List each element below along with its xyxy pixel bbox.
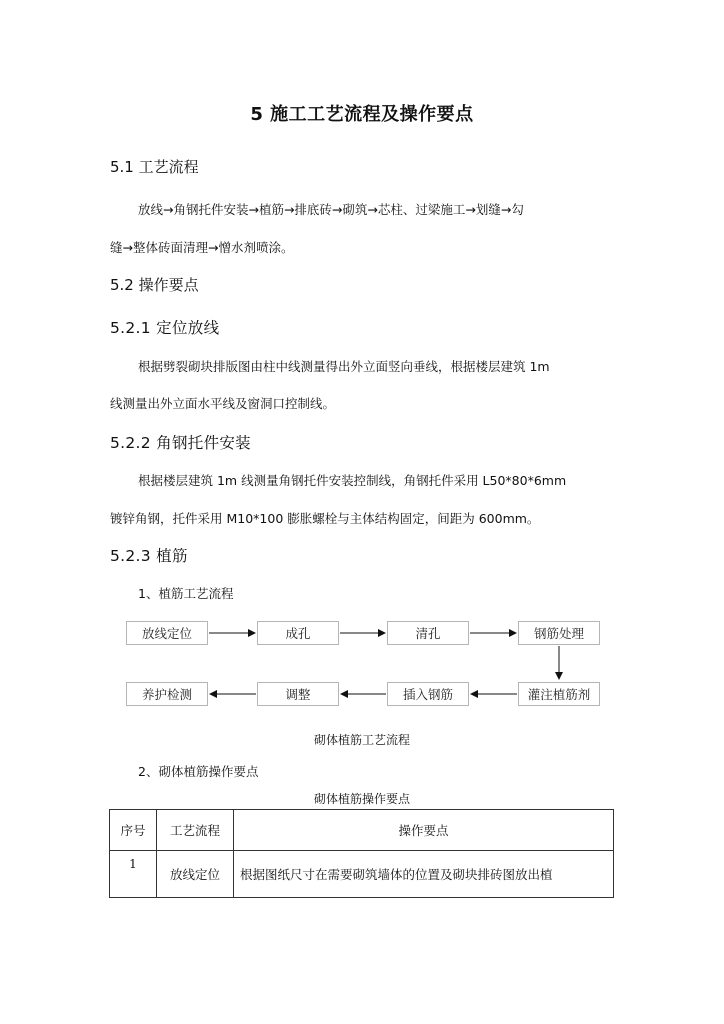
list-item-2: 2、砌体植筋操作要点	[138, 764, 259, 779]
figure-caption: 砌体植筋工艺流程	[313, 733, 410, 747]
table-header-cell: 操作要点	[234, 810, 614, 851]
heading-5-1: 5.1 工艺流程	[110, 158, 199, 176]
heading-5-2-2: 5.2.2 角钢托件安装	[110, 434, 251, 452]
paragraph-line: 线测量出外立面水平线及窗洞口控制线。	[110, 396, 336, 411]
table-cell-step: 放线定位	[157, 851, 234, 898]
flow-step-box: 养护检测	[126, 682, 208, 706]
table-header-row	[110, 810, 614, 851]
operation-table	[109, 809, 614, 898]
flow-step-box: 放线定位	[126, 621, 208, 645]
table-cell-op: 根据图纸尺寸在需要砌筑墙体的位置及砌块排砖图放出植	[234, 851, 614, 898]
table-caption: 砌体植筋操作要点	[313, 792, 410, 806]
table-header-cell: 工艺流程	[157, 810, 234, 851]
flow-step-box: 插入钢筋	[387, 682, 469, 706]
flow-step-box: 灌注植筋剂	[518, 682, 600, 706]
flow-step-box: 调整	[257, 682, 339, 706]
heading-5-2: 5.2 操作要点	[110, 276, 199, 294]
paragraph-line: 根据劈裂砌块排版图由柱中线测量得出外立面竖向垂线，根据楼层建筑 1m	[138, 359, 550, 374]
paragraph-line: 镀锌角钢，托件采用 M10*100 膨胀螺栓与主体结构固定，间距为 600mm。	[110, 511, 540, 526]
page-title: 5 施工工艺流程及操作要点	[250, 104, 474, 125]
heading-5-2-3: 5.2.3 植筋	[110, 547, 188, 565]
flow-step-box: 钢筋处理	[518, 621, 600, 645]
table-row	[110, 851, 614, 898]
paragraph-line: 根据楼层建筑 1m 线测量角钢托件安装控制线，角钢托件采用 L50*80*6mm	[138, 473, 567, 488]
paragraph-line: 放线→角钢托件安装→植筋→排底砖→砌筑→芯柱、过梁施工→划缝→勾	[138, 202, 524, 217]
heading-5-2-1: 5.2.1 定位放线	[110, 319, 220, 337]
table-cell-num: 1	[110, 851, 157, 898]
flow-step-box: 成孔	[257, 621, 339, 645]
table-header-cell: 序号	[110, 810, 157, 851]
flow-step-box: 清孔	[387, 621, 469, 645]
list-item-1: 1、植筋工艺流程	[138, 586, 234, 601]
paragraph-line: 缝→整体砖面清理→憎水剂喷涂。	[110, 240, 294, 255]
